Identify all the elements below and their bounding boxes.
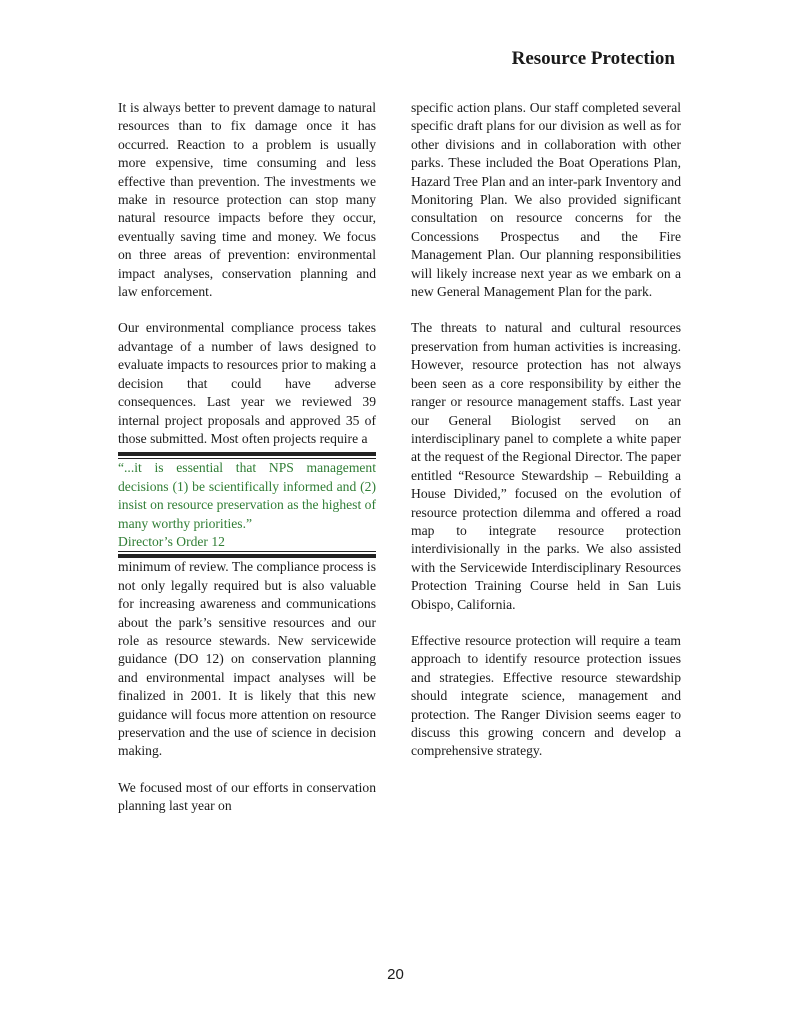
pull-quote-source: Director’s Order 12 bbox=[118, 533, 225, 549]
paragraph-threats: The threats to natural and cultural resources preservation from human activities is increasing. However, resource protection has not always been seen as a core responsibility by either the ranger or resource management staffs. Last year our General Biologist served on an interdisciplinary panel to complete a white paper at the request of the Regional Director. The paper entitled “Resource Stewardship – Rebuilding a House Divided,” focused on the evolution of resource protection dilemma and offered a road map to integrate resource protection interdivisionally in the parks. We also assisted with the Servicewide Interdisciplinary Resources Protection Training Course held in San Luis Obispo, California. bbox=[411, 320, 681, 612]
paragraph-compliance: Our environmental compliance process takes advantage of a number of laws designed to evaluate impacts to resources prior to making a decision that could have adverse consequences. Last year we reviewed 39 internal project proposals and approved 35 of those submitted. Most often projects require a bbox=[118, 320, 376, 446]
right-column bbox=[411, 99, 681, 761]
page-number: 20 bbox=[387, 966, 404, 983]
quote-top-rule-thick bbox=[118, 452, 376, 456]
quote-bottom-rule-thin bbox=[118, 551, 376, 552]
paragraph-conservation-planning: We focused most of our efforts in conservation planning last year on bbox=[118, 779, 376, 814]
paragraph-team-approach: Effective resource protection will require a team approach to identify resource protection issues and strategies. Effective resource stewardship should integrate science, management and protection. The Ranger Division seems eager to discuss this growing concern and develop a comprehensive strategy. bbox=[411, 632, 681, 759]
page-header-title: Resource Protection bbox=[511, 48, 675, 69]
paragraph-prevention: It is always better to prevent damage to natural resources than to fix damage once it has occurred. Reaction to a problem is usually more expensive, time consuming and less effective than prevention. The investments we make in resource protection can stop many natural resource impacts before they occur, eventually saving time and money. We focus on three areas of prevention: environmental impact analyses, conservation planning and law enforcement. bbox=[118, 100, 376, 300]
paragraph-action-plans: specific action plans. Our staff completed several specific draft plans for our division as well as for other divisions and in collaboration with other parks. These included the Boat Operations Plan, Hazard Tree Plan and an inter-park Inventory and Monitoring Plan. We also provided significant consultation on resource concerns for the Concessions Prospectus and the Fire Management Plan. Our planning responsibilities will likely increase next year as we embark on a new General Management Plan for the park. bbox=[411, 100, 681, 300]
left-column bbox=[118, 99, 376, 816]
paragraph-compliance-cont: minimum of review. The compliance process is not only legally required but is also valuable for increasing awareness and communications about the park’s sensitive resources and our role as resource stewards. New servicewide guidance (DO 12) on conservation planning and environmental impact analyses will be finalized in 2001. It is likely that this new guidance will focus more attention on resource preservation and the use of science in decision making. bbox=[118, 559, 376, 759]
pull-quote bbox=[118, 452, 376, 558]
pull-quote-text: “...it is essential that NPS management decisions (1) be scientifically informed and (2) insist on resource preservation as the highest of many worthy priorities.” bbox=[118, 460, 376, 531]
